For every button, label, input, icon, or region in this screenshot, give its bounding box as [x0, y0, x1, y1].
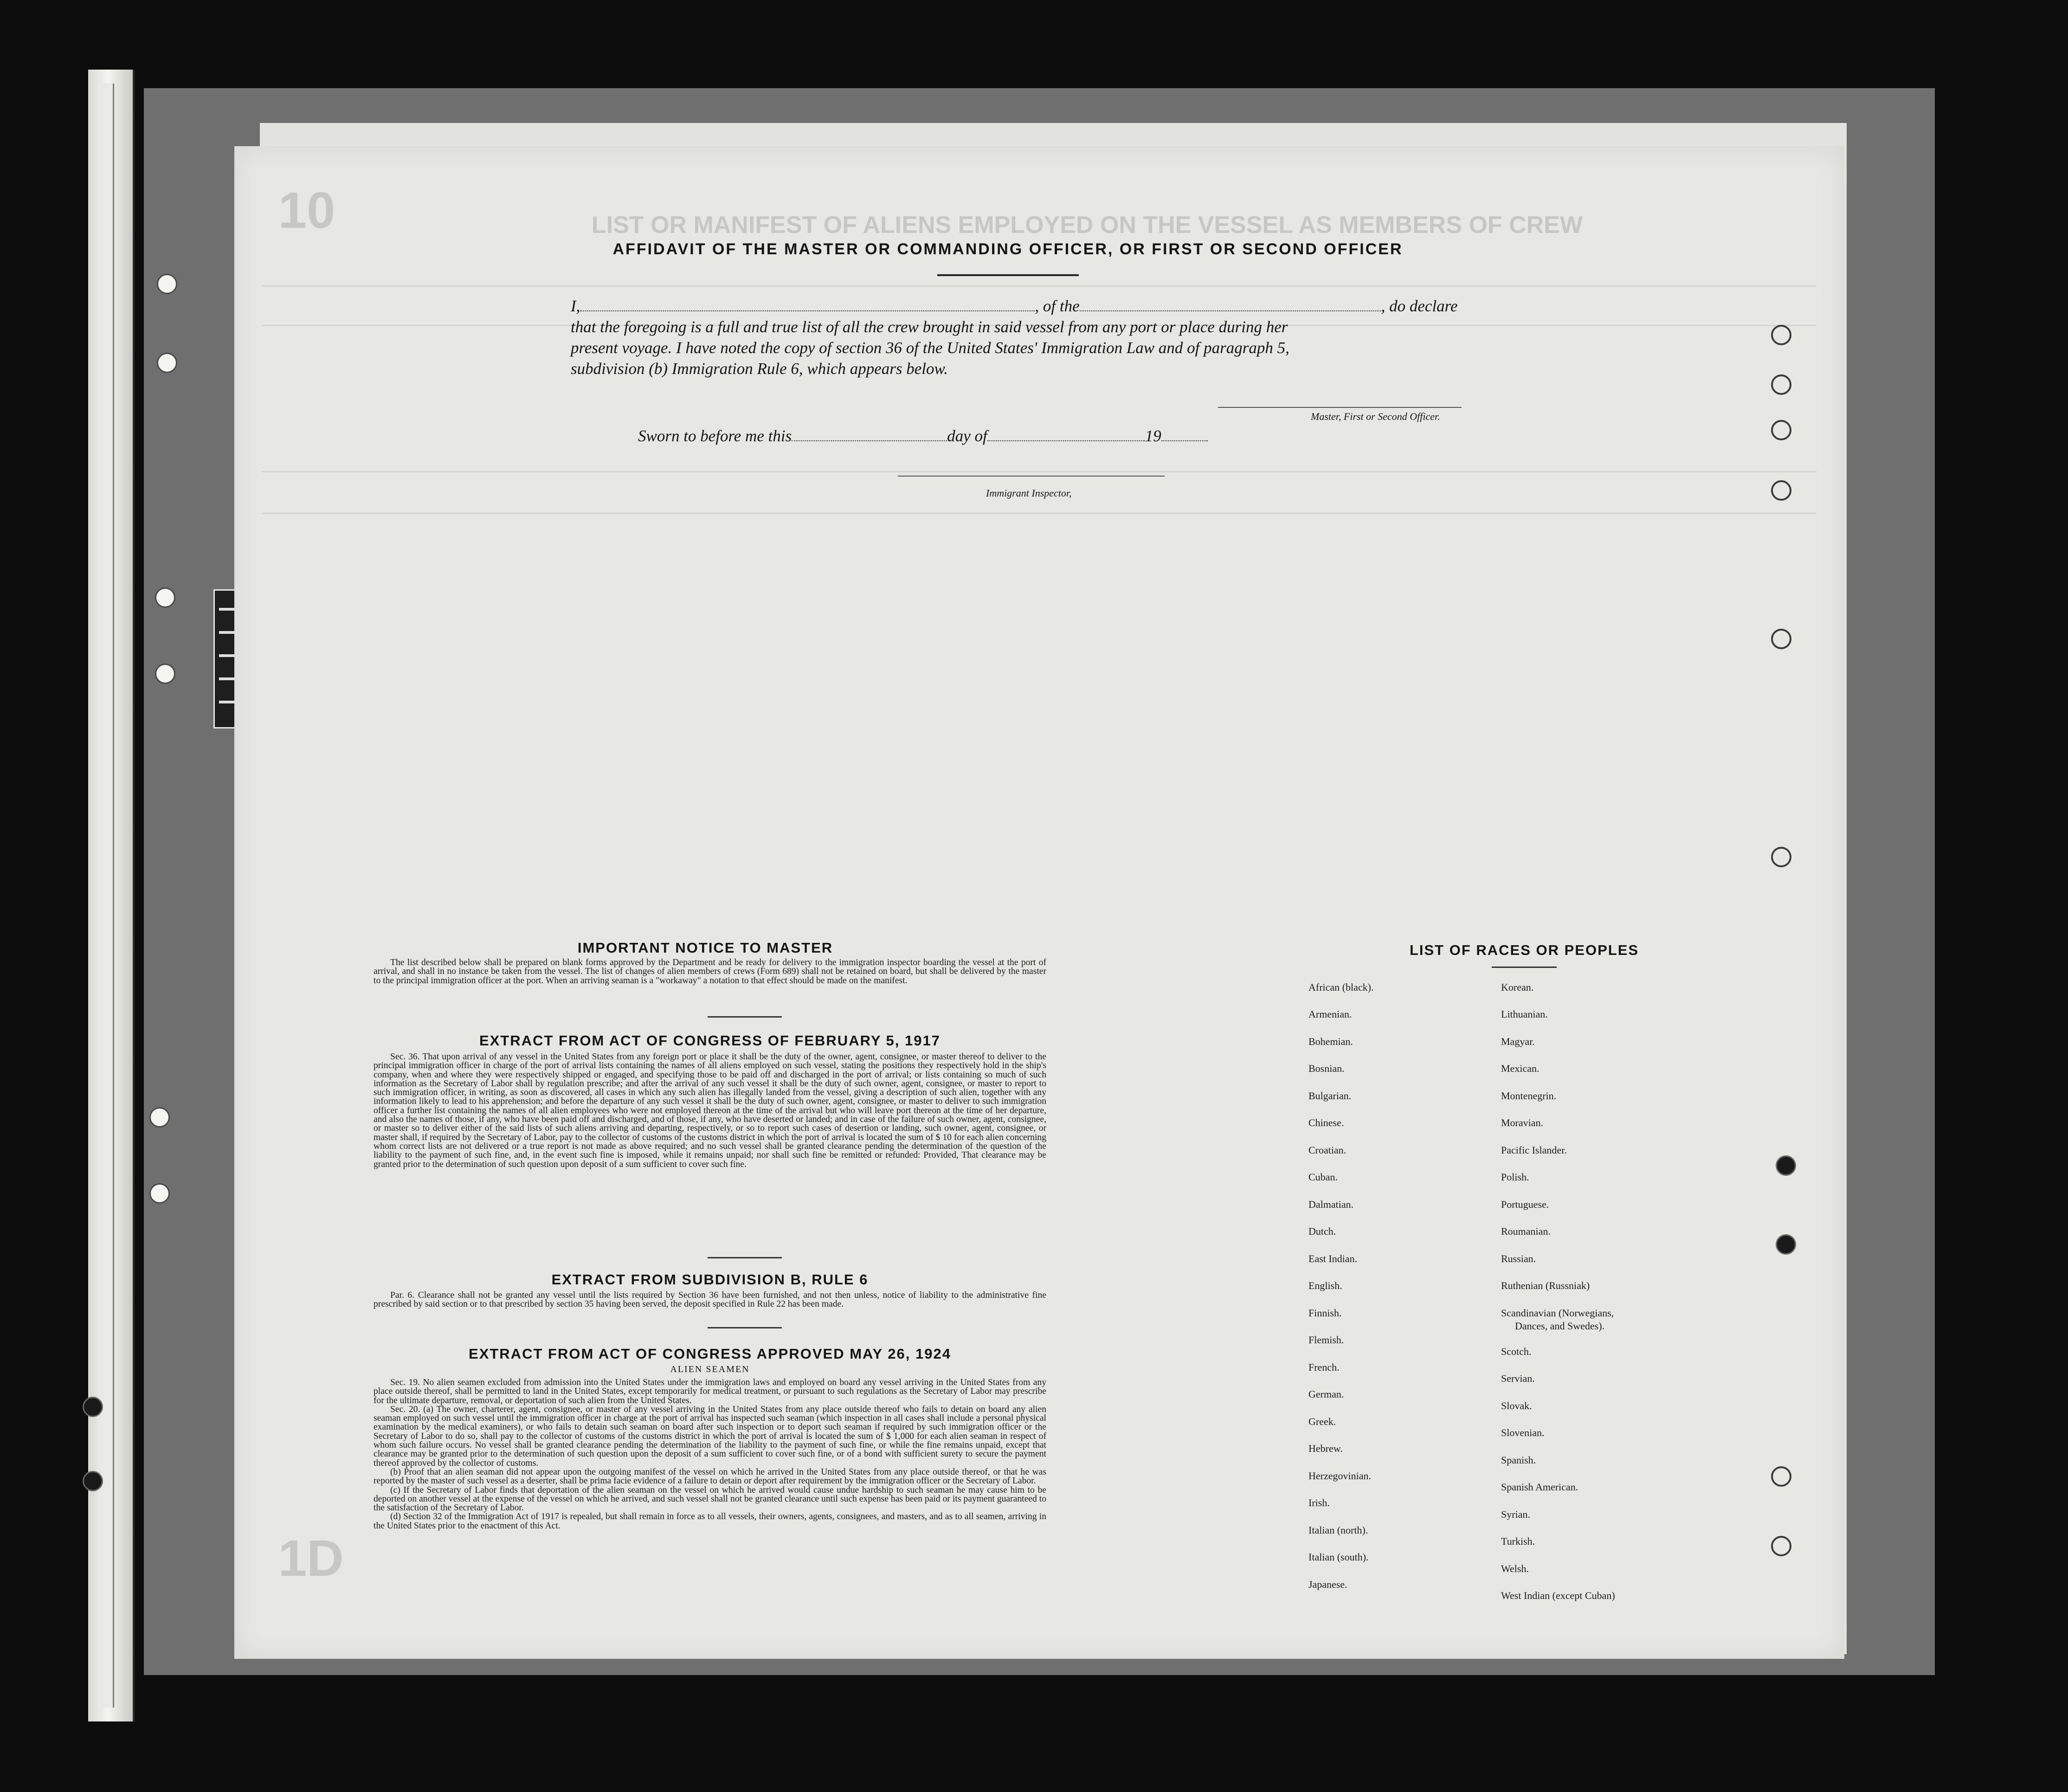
binder-hole [157, 274, 177, 294]
binder-strip-edge [97, 84, 114, 1708]
race-item: Moravian. [1501, 1117, 1544, 1128]
race-item: Bulgarian. [1308, 1090, 1352, 1102]
master-signature-label: Master, First or Second Officer. [1311, 411, 1440, 422]
binder-hole [1771, 325, 1791, 345]
race-item: Finnish. [1308, 1307, 1342, 1319]
affidavit-text-line: that the foregoing is a full and true list of all the crew brought in said vessel from any port or place during her [571, 318, 1288, 336]
extract-1924-text: Sec. 19. No alien seamen excluded from admission into the United States under the immigration laws and employed on board any vessel arriving in the United States from any place outside thereof, shall be permitted to land in the United States, except temporarily for medical treatment, or pursuant to such regulations as the Secretary of Labor may prescribe for the ultimate departure, removal, or deportation of such alien from the United States. Sec. 20. (a) The owner, charterer, agent, consignee, or master of any vessel arriving in the United States from any place outside thereof who fails to detain on board any alien seaman employed on such vessel until the immigration officer in charge at the port of arrival has inspected such seaman (which inspection in all cases shall include a personal physical examination by the medical examiners), or who fails to detain such seaman on board after such inspection or to deport such seaman if required by such immigration officer or the Secretary of Labor to do so, shall pay to the collector of customs of the customs district in which the port of arrival is located the sum of $ 1,000 for each alien seaman in respect of whom such failure occurs. No vessel shall be granted clearance pending the determination of the liability to the payment of such fine, or while the fine remains unpaid, except that clearance may be granted prior to the determination of such question upon the deposit of a sum sufficient to cover such fine, or of a bond with sufficient surety to secure the payment thereof approved by the collector of customs. (b) Proof that an alien seaman did not appear upon the outgoing manifest of the vessel on which he arrived in the United States from any place outside thereof, or that he was reported by the master of such vessel as a deserter, shall be prima facie evidence of a failure to detain or deport after requirement by the immigration officer or the Secretary of Labor. (c) If the Secretary of Labor finds that deportation of the alien seaman on the vessel on which he arrived would cause undue hardship to such seaman he may cause him to be deported on another vessel at the expense of the vessel on which he arrived, and such vessel shall not be granted clearance until such expense has been paid or its payment guaranteed to the satisfaction of the Secretary of Labor. (d) Section 32 of the Immigration Act of 1917 is repealed, but shall remain in force as to all vessels, their owners, agents, consignees, and masters, and as to all seamen, arriving in the United States prior to the enactment of this Act. [374, 1378, 1046, 1531]
binder-hole [1771, 480, 1791, 501]
race-item: Dances, and Swedes). [1515, 1320, 1605, 1332]
extract-rule6-text: Par. 6. Clearance shall not be granted any vessel until the lists required by Section 36 have been furnished, and not then unless, notice of liability to the administrative fine prescribed by said section or to that prescribed by section 35 having been served, the deposit specified in Rule 22 has been made. [374, 1290, 1046, 1309]
bleed-through-header: LIST OR MANIFEST OF ALIENS EMPLOYED ON THE VESSEL AS MEMBERS OF CREW [592, 212, 1583, 239]
extract-rule6-heading: EXTRACT FROM SUBDIVISION B, RULE 6 [551, 1271, 869, 1288]
race-item: Spanish American. [1501, 1481, 1578, 1493]
race-item: Roumanian. [1501, 1225, 1551, 1237]
binder-hole [157, 353, 177, 373]
race-item: Turkish. [1501, 1535, 1535, 1547]
race-item: Scotch. [1501, 1346, 1532, 1357]
race-item: Croatian. [1308, 1144, 1346, 1156]
races-heading: LIST OF RACES OR PEOPLES [1409, 942, 1639, 958]
binder-hole [83, 1471, 103, 1491]
binder-hole [83, 1397, 103, 1417]
bleed-through-number: 10 [278, 182, 335, 239]
affidavit-declaration-line: I, , of the , do declare [571, 297, 1458, 315]
affidavit-text-line: present voyage. I have noted the copy of section 36 of the United States' Immigration Law and of paragraph 5, [571, 339, 1289, 357]
binder-hole [1776, 1234, 1796, 1255]
race-item: African (black). [1308, 981, 1374, 993]
race-item: French. [1308, 1361, 1340, 1373]
race-item: Lithuanian. [1501, 1008, 1548, 1020]
extract-1917-heading: EXTRACT FROM ACT OF CONGRESS OF FEBRUARY 5, 1917 [479, 1032, 941, 1049]
race-item: Montenegrin. [1501, 1090, 1557, 1102]
race-item: Armenian. [1308, 1008, 1352, 1020]
race-item: Bosnian. [1308, 1063, 1345, 1074]
sworn-line: Sworn to before me this day of 19 [638, 427, 1208, 445]
race-item: English. [1308, 1280, 1342, 1291]
extract-1917-text: Sec. 36. That upon arrival of any vessel in the United States from any foreign port or place it shall be the duty of the owner, agent, consignee, or master thereof to deliver to the principal immigration officer in charge of the port of arrival lists containing the names of all aliens employed on such vessel, stating the positions they respectively hold in the ship's company, when and where they were respectively shipped or engaged, and specifying those to be paid off and discharged in the port of arrival; or lists containing so much of such information as the Secretary of Labor shall by regulation prescribe; and after the arrival of any such vessel it shall be the duty of such owner, agent, consignee, or master to report to such immigration officer, in writing, as soon as discovered, all cases in which any such alien has illegally landed from the vessel, giving a description of such alien, together with any information likely to lead to his apprehension; and before the departure of any such vessel it shall be the duty of such owner, agent, consignee, or master to deliver to such immigration officer a further list containing the names of all alien employees who were not employed thereon at the time of the arrival but who will leave port thereon at the time of her departure, and also the names of those, if any, who have been paid off and discharged, and of those, if any, who have deserted or landed; and in case of the failure of such owner, agent, consignee, or master so to deliver either of the said lists of such aliens arriving and departing, respectively, or so to report such cases of desertion or landing, such owner, agent, consignee, or master shall, if required by the Secretary of Labor, pay to the collector of customs of the customs district in which the port of arrival is located the sum of $ 10 for each alien concerning whom correct lists are not delivered or a true report is not made as above required; and no such vessel shall be granted clearance pending the determination of the question of the liability to the payment of such fine, and, in the event such fine is imposed, while it remains unpaid; nor shall such fine be remitted or refunded: Provided, That clearance may be granted prior to the determination of such question upon deposit of a sum sufficient to cover such fine. [374, 1052, 1046, 1169]
race-item: Chinese. [1308, 1117, 1344, 1128]
race-item: Polish. [1501, 1171, 1529, 1183]
race-item: Flemish. [1308, 1334, 1344, 1346]
bleed-through-number: 1D [278, 1530, 344, 1587]
race-item: Spanish. [1501, 1454, 1536, 1466]
notice-text: The list described below shall be prepared on blank forms approved by the Department and be ready for delivery to the immigration inspector boarding the vessel at the port of arrival, and shall in no instance be taken from the vessel. The list of changes of alien members of crews (Form 689) shall not be retained on board, but shall be delivered by the master to the principal immigration officer at the port. When an arriving seaman is a "workaway" a notation to that effect should be made on the manifest. [374, 958, 1046, 986]
race-item: Scandinavian (Norwegians, [1501, 1307, 1614, 1319]
binder-hole [155, 664, 175, 684]
race-item: Portuguese. [1501, 1199, 1549, 1210]
binder-hole [1771, 629, 1791, 649]
binder-hole [1771, 374, 1791, 395]
race-item: Russian. [1501, 1253, 1536, 1264]
race-item: Syrian. [1501, 1508, 1530, 1520]
inspector-signature-line [898, 476, 1165, 477]
race-item: Greek. [1308, 1416, 1336, 1427]
binder-hole [1771, 847, 1791, 867]
binder-hole [1771, 420, 1791, 440]
race-item: Italian (south). [1308, 1551, 1369, 1563]
race-item: German. [1308, 1388, 1344, 1400]
race-item: Korean. [1501, 981, 1534, 993]
race-item: Slovak. [1501, 1400, 1532, 1412]
race-item: Hebrew. [1308, 1443, 1343, 1454]
race-item: Slovenian. [1501, 1427, 1545, 1438]
race-item: West Indian (except Cuban) [1501, 1590, 1615, 1601]
race-item: Ruthenian (Russniak) [1501, 1280, 1590, 1291]
race-item: Dutch. [1308, 1225, 1336, 1237]
binder-hole [149, 1107, 170, 1128]
binder-hole [1771, 1536, 1791, 1556]
inspector-signature-label: Immigrant Inspector, [986, 487, 1072, 499]
race-item: Cuban. [1308, 1171, 1338, 1183]
race-item: Dalmatian. [1308, 1199, 1354, 1210]
binder-hole [149, 1183, 170, 1204]
alien-seamen-subheading: ALIEN SEAMEN [670, 1364, 750, 1374]
title-rule [937, 274, 1079, 276]
race-item: Magyar. [1501, 1036, 1535, 1047]
race-item: Herzegovinian. [1308, 1470, 1371, 1482]
race-item: Pacific Islander. [1501, 1144, 1567, 1156]
race-item: Mexican. [1501, 1063, 1540, 1074]
race-item: Bohemian. [1308, 1036, 1353, 1047]
binder-hole [1776, 1155, 1796, 1176]
master-signature-line [1218, 407, 1462, 408]
binder-hole [155, 587, 175, 608]
race-item: East Indian. [1308, 1253, 1358, 1264]
affidavit-text-line: subdivision (b) Immigration Rule 6, which appears below. [571, 360, 948, 378]
document-page [234, 146, 1844, 1659]
notice-heading: IMPORTANT NOTICE TO MASTER [577, 940, 833, 956]
affidavit-title: AFFIDAVIT OF THE MASTER OR COMMANDING OFFICER, OR FIRST OR SECOND OFFICER [612, 240, 1403, 258]
extract-1924-heading: EXTRACT FROM ACT OF CONGRESS APPROVED MAY 26, 1924 [469, 1346, 951, 1362]
race-item: Irish. [1308, 1497, 1330, 1508]
race-item: Welsh. [1501, 1563, 1529, 1574]
binder-hole [1771, 1466, 1791, 1487]
race-item: Japanese. [1308, 1579, 1347, 1590]
race-item: Italian (north). [1308, 1524, 1368, 1536]
race-item: Servian. [1501, 1373, 1535, 1384]
